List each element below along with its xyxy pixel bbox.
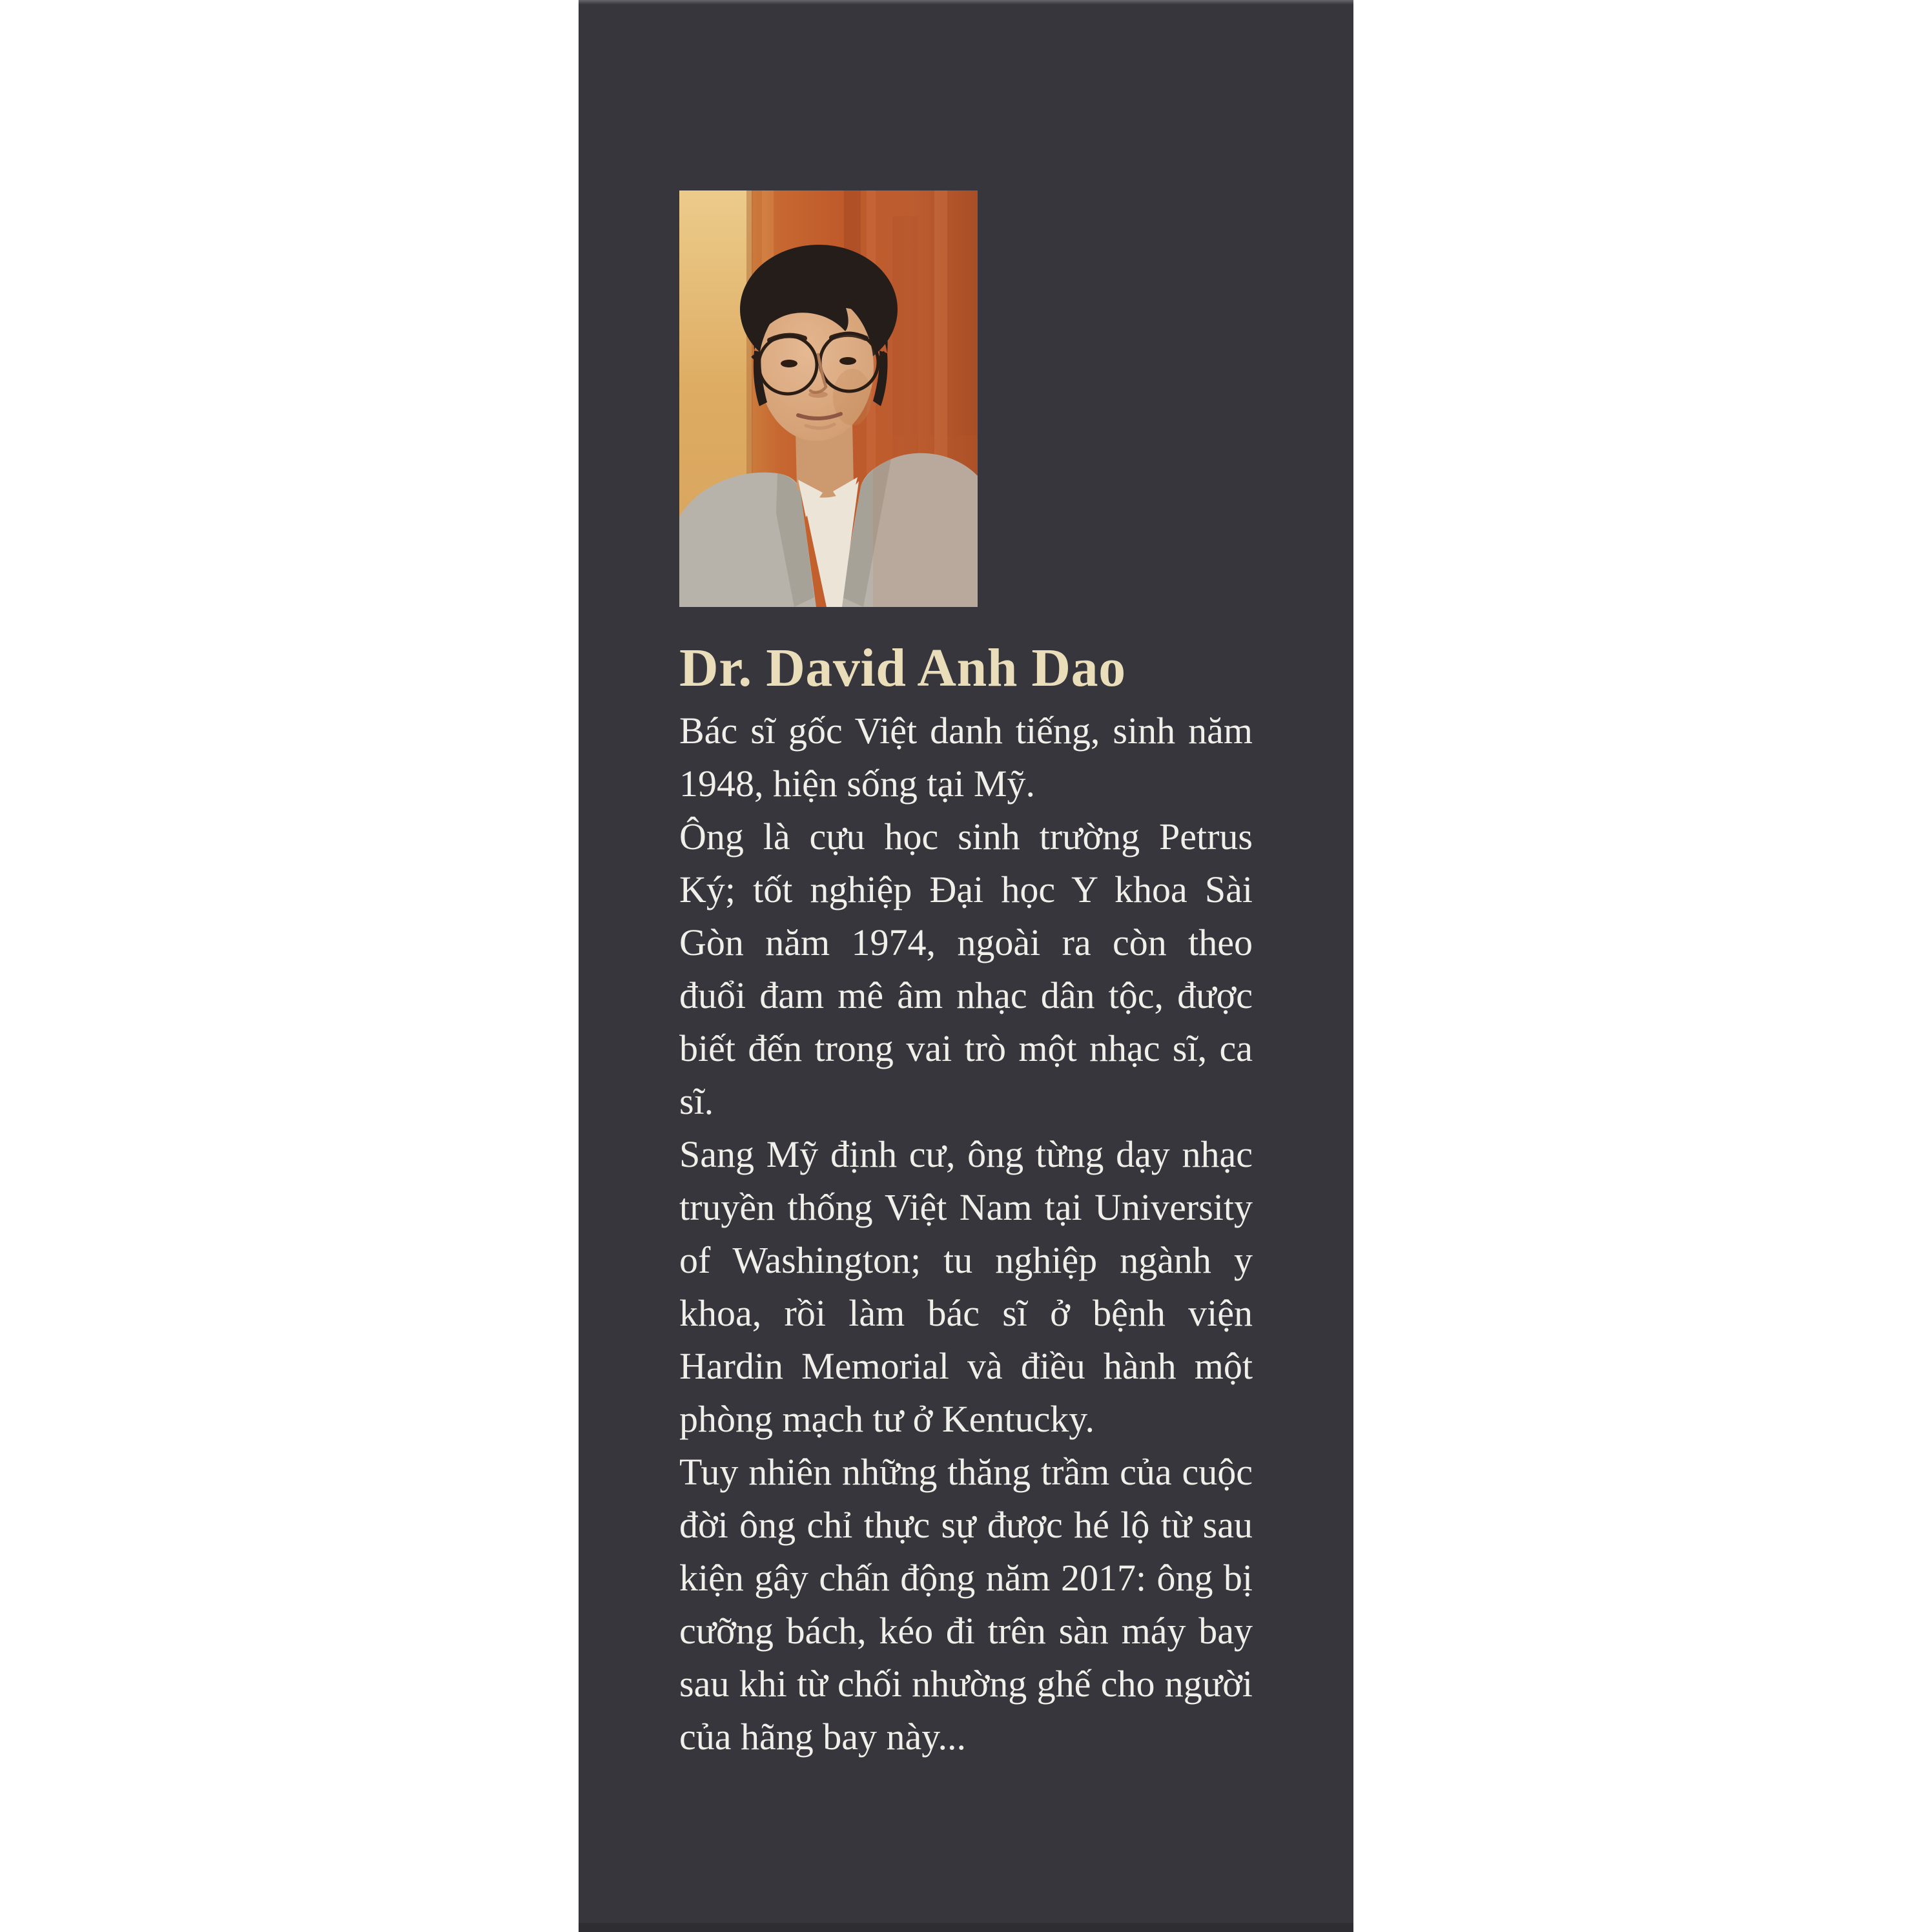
nose-shadow [808, 391, 828, 398]
author-photo [679, 190, 978, 607]
eye-right [839, 357, 856, 365]
book-flap-panel [579, 0, 1353, 1932]
author-name: Dr. David Anh Dao [679, 638, 1126, 698]
panel-top-edge [579, 0, 1353, 5]
bio-paragraph: Sang Mỹ định cư, ông từng dạy nhạc truyền thống Việt Nam tại University of Washington; tu nghiệp ngành y khoa, rồi làm bác sĩ ở bệnh viện Hardin Memorial và điều hành một phòng mạch tư ở Kentucky. [679, 1133, 1253, 1440]
eye-left [781, 360, 797, 367]
author-bio [679, 704, 1253, 1763]
bio-paragraph: Ông là cựu học sinh trường Petrus Ký; tốt nghiệp Đại học Y khoa Sài Gòn năm 1974, ngoài ra còn theo đuổi đam mê âm nhạc dân tộc, được biết đến trong vai trò một nhạc sĩ, ca sĩ. [679, 816, 1253, 1122]
bio-paragraph: Bác sĩ gốc Việt danh tiếng, sinh năm 1948, hiện sống tại Mỹ. [679, 710, 1253, 805]
photo-warm-cast [873, 436, 978, 607]
portrait-illustration [679, 190, 978, 607]
bio-paragraph: Tuy nhiên những thăng trầm của cuộc đời ông chỉ thực sự được hé lộ từ sau kiện gây chấn động năm 2017: ông bị cưỡng bách, kéo đi trên sàn máy bay sau khi từ chối nhường ghế cho người của hãng bay này... [679, 1451, 1253, 1758]
panel-bottom-edge [579, 1923, 1353, 1932]
